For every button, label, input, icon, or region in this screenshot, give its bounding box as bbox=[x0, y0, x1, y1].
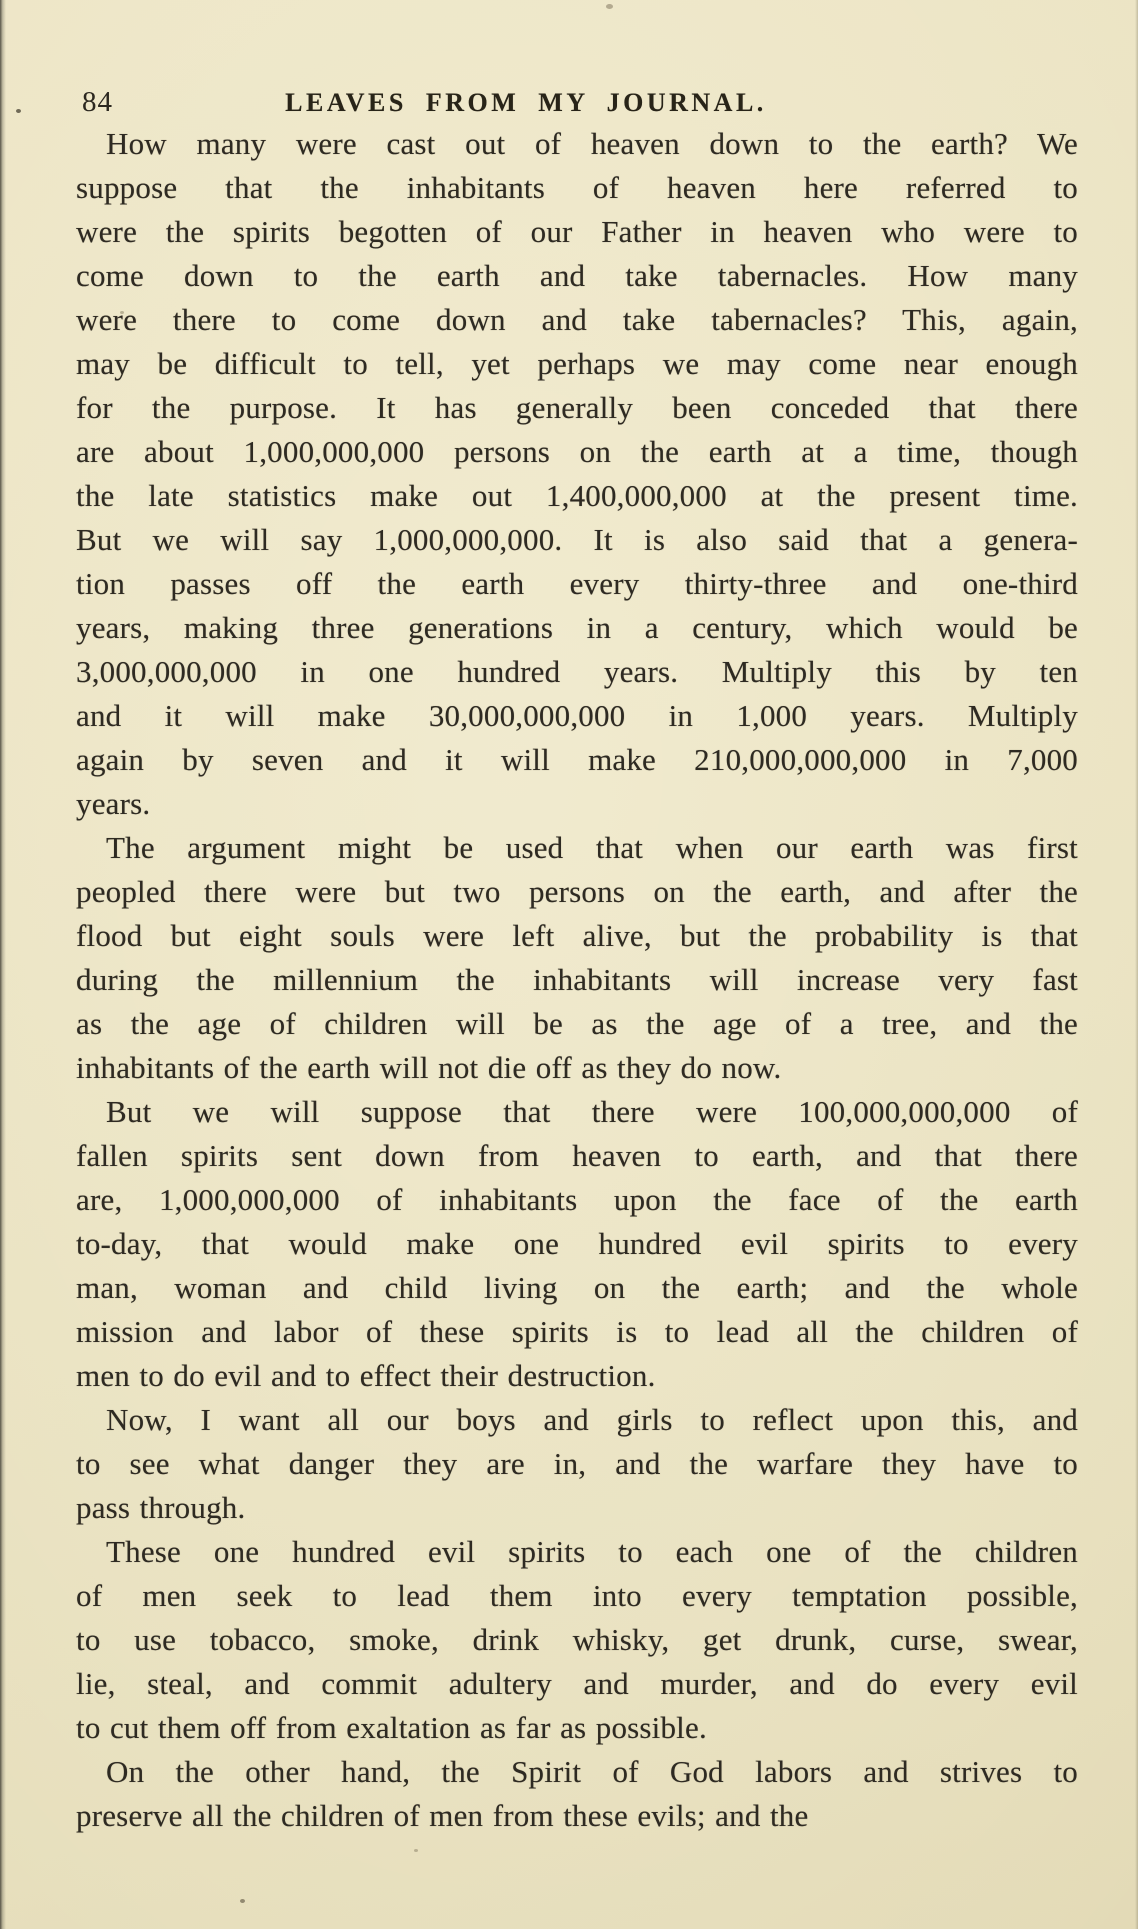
text-block bbox=[76, 122, 1078, 1838]
text-line: again by seven and it will make 210,000,000,000 in 7,000 bbox=[76, 742, 1078, 777]
text-line: to cut them off from exaltation as far as possible. bbox=[76, 1710, 707, 1745]
scan-speck bbox=[16, 109, 21, 113]
text-line: were there to come down and take tabernacles? This, again, bbox=[76, 302, 1078, 337]
text-line: These one hundred evil spirits to each one of the children bbox=[106, 1534, 1078, 1569]
text-line: for the purpose. It has generally been conceded that there bbox=[76, 390, 1078, 425]
text-line: 3,000,000,000 in one hundred years. Multiply this by ten bbox=[76, 654, 1078, 689]
text-line: to see what danger they are in, and the warfare they have to bbox=[76, 1446, 1078, 1481]
running-header-title: LEAVES FROM MY JOURNAL. bbox=[285, 88, 767, 117]
text-line: But we will say 1,000,000,000. It is also said that a genera- bbox=[76, 522, 1078, 557]
text-line: years. bbox=[76, 786, 151, 821]
text-line: during the millennium the inhabitants will increase very fast bbox=[76, 962, 1078, 997]
text-line: But we will suppose that there were 100,000,000,000 of bbox=[106, 1094, 1078, 1129]
text-line: mission and labor of these spirits is to lead all the children of bbox=[76, 1314, 1078, 1349]
scan-edge-left bbox=[0, 0, 6, 1929]
text-line: Now, I want all our boys and girls to reflect upon this, and bbox=[106, 1402, 1078, 1437]
text-line: men to do evil and to effect their destruction. bbox=[76, 1358, 656, 1393]
text-line: come down to the earth and take tabernacles. How many bbox=[76, 258, 1078, 293]
scan-speck bbox=[240, 1899, 245, 1903]
text-line: How many were cast out of heaven down to the earth? We bbox=[106, 126, 1078, 161]
text-line: suppose that the inhabitants of heaven here referred to bbox=[76, 170, 1078, 205]
text-line: inhabitants of the earth will not die off as they do now. bbox=[76, 1050, 782, 1085]
text-line: and it will make 30,000,000,000 in 1,000 years. Multiply bbox=[76, 698, 1078, 733]
text-line: flood but eight souls were left alive, but the probability is that bbox=[76, 918, 1078, 953]
text-line: are about 1,000,000,000 persons on the earth at a time, though bbox=[76, 434, 1078, 469]
text-line: On the other hand, the Spirit of God labors and strives to bbox=[106, 1754, 1078, 1789]
text-line: man, woman and child living on the earth; and the whole bbox=[76, 1270, 1078, 1305]
text-line: tion passes off the earth every thirty-three and one-third bbox=[76, 566, 1078, 601]
scan-speck bbox=[606, 4, 613, 9]
text-line: The argument might be used that when our earth was first bbox=[106, 830, 1078, 865]
page-header bbox=[78, 86, 1078, 120]
text-line: to-day, that would make one hundred evil spirits to every bbox=[76, 1226, 1078, 1261]
text-line: the late statistics make out 1,400,000,000 at the present time. bbox=[76, 478, 1078, 513]
text-line: are, 1,000,000,000 of inhabitants upon the face of the earth bbox=[76, 1182, 1078, 1217]
text-line: preserve all the children of men from these evils; and the bbox=[76, 1798, 809, 1833]
scan-speck bbox=[414, 1849, 418, 1852]
text-line: as the age of children will be as the age of a tree, and the bbox=[76, 1006, 1078, 1041]
text-line: years, making three generations in a century, which would be bbox=[76, 610, 1078, 645]
text-line: may be difficult to tell, yet perhaps we may come near enough bbox=[76, 346, 1078, 381]
text-line: of men seek to lead them into every temptation possible, bbox=[76, 1578, 1078, 1613]
text-line: peopled there were but two persons on the earth, and after the bbox=[76, 874, 1078, 909]
text-line: lie, steal, and commit adultery and murder, and do every evil bbox=[76, 1666, 1078, 1701]
text-line: pass through. bbox=[76, 1490, 246, 1525]
text-line: fallen spirits sent down from heaven to earth, and that there bbox=[76, 1138, 1078, 1173]
page-number: 84 bbox=[82, 86, 113, 118]
text-line: to use tobacco, smoke, drink whisky, get drunk, curse, swear, bbox=[76, 1622, 1078, 1657]
text-line: were the spirits begotten of our Father in heaven who were to bbox=[76, 214, 1078, 249]
